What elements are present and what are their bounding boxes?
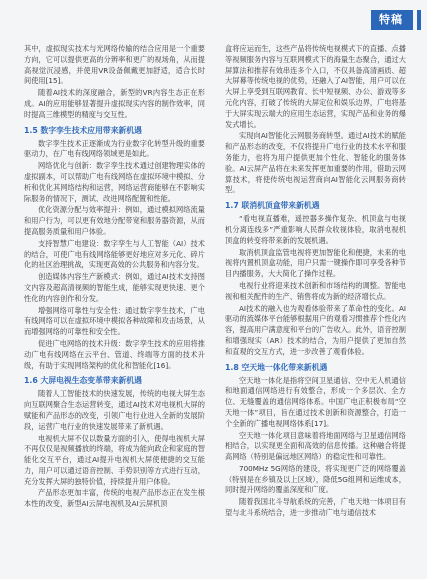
paragraph: 其中，虚拟现实技术与光网络传输的结合应用是一个重要方向，它可以提供更高的分辨率和更广的视场角，从而提高视觉沉浸感，并使用VR设备佩戴更加舒适，适合长时间使用[15]。 (24, 44, 205, 86)
section-heading: 1.6 大屏电视生态变革带来新机遇 (24, 376, 142, 386)
left-column (24, 44, 205, 520)
paragraph: 取消机顶盒监管电视将更加智能化和便捷，未来的电视将内置机顶盒功能，用户只需一键操作即可享受各种节目内播服务，大大简化了操作过程。 (225, 247, 406, 279)
paragraph: 促进广电网络的技术升级：数字孪生技术的应用将推动广电有线网络在云平台、管道、终端等方面的技术升级，有助于实现网络架构的优化和智能化[16]。 (24, 338, 205, 370)
paragraph: 随着AI技术的深度融合，新型的VR内容生态正在形成。AI的应用能够显著提升虚拟现实内容的制作效率，同时提高三维模型的精度与交互性。 (24, 88, 205, 119)
section-heading: 1.8 空天地一体化带来新机遇 (225, 362, 328, 372)
paragraph: 电视行业将迎来技术创新和市场结构的调整。智能电视和相关配件的生产、销售将成为新的经济增长点。 (225, 280, 406, 301)
paragraph: 空天地一体化是指将空间卫星通信、空中无人机通信和地面通信网络进行有效整合，形成一个多层次、全方位、无缝覆盖的通信网络体系。中国广电正积极布局“空天地一体”项目，旨在通过技术创新和资源整合，打造一个全新的广播电视网络体系[17]。 (225, 375, 406, 428)
paragraph: 空天地一体化项目意味着将地面网络与卫星通信网络相结合，以实现更全面和高效的信息传播。这种融合将提高网络（特别是偏远地区网络）的稳定性和可靠性。 (225, 430, 406, 462)
paragraph: 支持智慧广电建设：数字孪生与人工智能（AI）技术的结合，可使广电有线网络能够更好地应对多元化、碎片化的社区治理挑战，实现更高效的公共服务和内容分发。 (24, 238, 205, 270)
section-heading: 1.5 数字孪生技术应用带来新机遇 (24, 125, 142, 135)
paragraph: 实现向AI智能化云网服务商转型。通过AI技术的赋能和产品形态的改变，不仅将提升广电行业的技术水平和服务能力，也将为用户提供更加个性化、智能化的服务体验。AI云屏产品将在未来发挥更加重要的作用，借助云网算技术，将使传统电视运营商向AI智能化云网服务商转型。 (225, 131, 406, 195)
section-heading: 1.7 联消机顶盒带来新机遇 (225, 201, 320, 211)
article-body (24, 44, 406, 520)
paragraph: 电视机大屏不仅以数量方面的引入，使得电视机大屏不再仅仅是视频播放的终端，将成为能向政企和家庭的智能化交互平台，通过AI提升电视机大屏使便捷的交互能力，用户可以通过语音控制、手势识别等方式进行互动，充分发挥大屏的独特价值，持续提升用户体验。 (24, 433, 205, 486)
paragraph: 盒将应运而生，这些产品将传统电视模式下的直播、点播等视频服务内容与互联网模式下的海量生态聚合，通过大屏算法和推荐有效串连多个入口，不仅具备高清画质、超大屏幕等传统电视的优势，还融入了AI智能，用户可以在大屏上享受到互联网教育、长中短视频、办公、游戏等多元化内容，打破了传统的大屏定位和娱乐边界，广电将基于大屏实现云端大的应用生态运营，实现产品和业务的爆发式增长。 (225, 44, 406, 129)
paragraph: 网络优化与创新：数字孪生技术通过创建物理实体的虚拟副本，可以帮助广电有线网络在虚拟环境中模拟、分析和优化其网络结构和运营，网络运营商能够在不影响实际服务的情况下，测试、改进网络配置和性能。 (24, 161, 205, 203)
paragraph: “看电视直播难，遥控器多操作复杂、机顶盒与电视机分离连线多”严重影响人民群众收视体验，取消电视机顶盒的转变将带来新的发展机遇。 (225, 214, 406, 245)
paragraph: 随着我国北斗导航系统的完善，广电天地一体项目有望与北斗系统结合，进一步推动广电与通信技术 (225, 497, 406, 518)
paragraph: 数字孪生技术正逐渐成为行业数字化转型升级的重要驱动力，在广电有线网络领域更是如此。 (24, 138, 205, 159)
paragraph: 增强网络可靠性与安全性：通过数字孪生技术，广电有线网络可以在虚拟环境中模拟各种故障和攻击场景，从而增强网络的可靠性和安全性。 (24, 305, 205, 337)
paragraph: 700MHz 5G网络的建设，将实现更广泛的网络覆盖（特别是在乡镇及以上区域），降低5G组网和运维成本，同时提升网络的覆盖深度和广度。 (225, 463, 406, 495)
paragraph: AI技术的融入也为观看体验带来了革命性的变化。AI驱动的流媒体平台能够根据用户的观看习惯推荐个性化内容，提高用户满意度和平台的广告收入。此外，语音控制和增强现实（AR）技术的结合，为用户提供了更加自然和直观的交互方式，进一步改善了观看体验。 (225, 303, 406, 356)
paragraph: 优化资源分配与效率提升：例如，通过模拟网络流量和用户行为，可以更有效地分配带宽和服务器资源，从而提高服务质量和用户体验。 (24, 205, 205, 236)
paragraph: 创造媒体内容生产新模式：例如，通过AI技术支持图文内容及超高清视频的智能生成，能够实现更快速、更个性化的内容创作和分发。 (24, 272, 205, 303)
section-tag-accent (417, 10, 421, 30)
paragraph: 随着人工智能技术的快速发展，传统的电视大屏生态向互联网聚合生态运营转变，通过AI技术对电视机大屏的赋能和产品形态的改变，引领广电行业进入全新的发展阶段，运营广电行业的快速发展带来了新机遇。 (24, 389, 205, 431)
header-bar (0, 0, 427, 36)
section-tag: 特稿 (371, 10, 413, 30)
paragraph: 产品形态更加丰富，传统的电视产品形态正在发生根本性的改变，新型AI云屏电视机及AI云屏机顶 (24, 488, 205, 509)
right-column (225, 44, 406, 520)
